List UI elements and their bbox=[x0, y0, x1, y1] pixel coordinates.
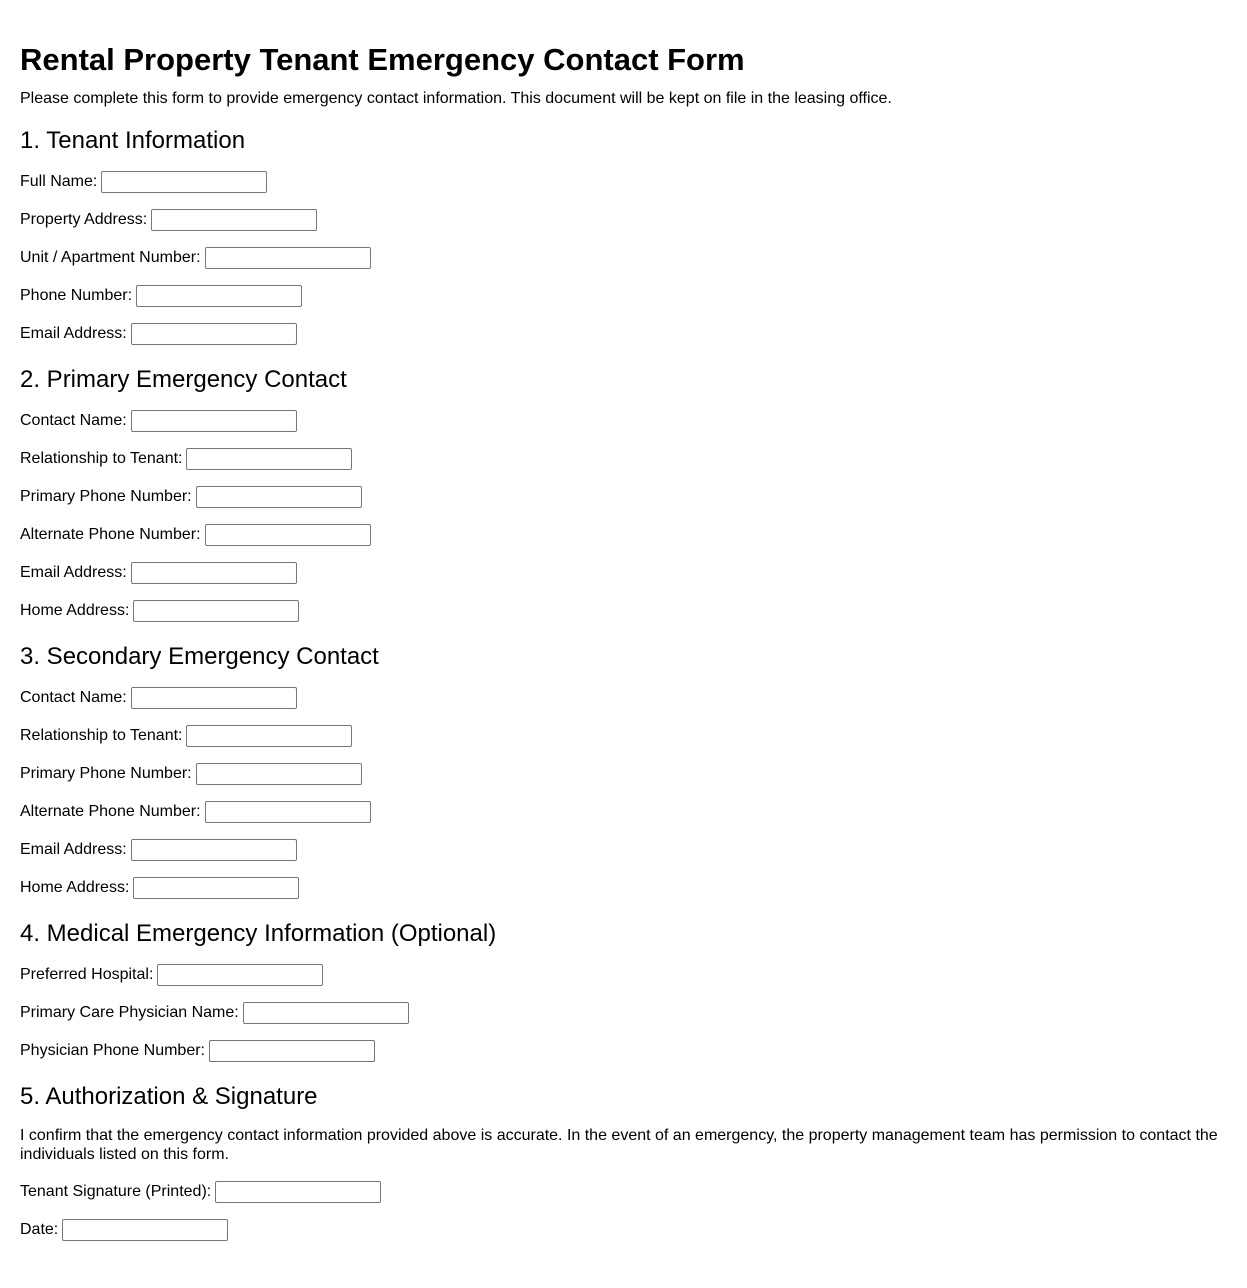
secondary-email-input[interactable] bbox=[131, 839, 297, 861]
field-label: Email Address: bbox=[20, 325, 127, 342]
primary-phone-input[interactable] bbox=[196, 486, 362, 508]
field-primary-alternate-phone bbox=[20, 523, 1227, 547]
field-label: Tenant Signature (Printed): bbox=[20, 1183, 212, 1200]
field-date bbox=[20, 1218, 1227, 1242]
field-secondary-email bbox=[20, 838, 1227, 862]
field-secondary-contact-name bbox=[20, 686, 1227, 710]
section-heading-tenant: 1. Tenant Information bbox=[20, 127, 246, 154]
tenant-unit-number-input[interactable] bbox=[205, 247, 371, 269]
secondary-contact-name-input[interactable] bbox=[131, 687, 297, 709]
field-label: Relationship to Tenant: bbox=[20, 450, 183, 467]
field-label: Alternate Phone Number: bbox=[20, 526, 201, 543]
field-tenant-unit-number bbox=[20, 246, 1227, 270]
primary-email-input[interactable] bbox=[131, 562, 297, 584]
secondary-alternate-phone-input[interactable] bbox=[205, 801, 371, 823]
field-primary-relationship bbox=[20, 447, 1227, 471]
field-primary-email bbox=[20, 561, 1227, 585]
field-label: Primary Phone Number: bbox=[20, 765, 192, 782]
field-primary-contact-name bbox=[20, 409, 1227, 433]
form-intro: Please complete this form to provide emergency contact information. This document will be kept on file in the leasing office. bbox=[20, 90, 892, 107]
field-primary-phone bbox=[20, 485, 1227, 509]
field-tenant-full-name bbox=[20, 170, 1227, 194]
primary-contact-name-input[interactable] bbox=[131, 410, 297, 432]
field-label: Full Name: bbox=[20, 173, 98, 190]
section-heading-medical: 4. Medical Emergency Information (Optional) bbox=[20, 920, 497, 947]
field-label: Physician Phone Number: bbox=[20, 1042, 205, 1059]
physician-name-input[interactable] bbox=[243, 1002, 409, 1024]
field-label: Relationship to Tenant: bbox=[20, 727, 183, 744]
field-tenant-email bbox=[20, 322, 1227, 346]
field-label: Home Address: bbox=[20, 602, 130, 619]
field-label: Primary Phone Number: bbox=[20, 488, 192, 505]
section-heading-primary-contact: 2. Primary Emergency Contact bbox=[20, 366, 347, 393]
secondary-home-address-input[interactable] bbox=[133, 877, 299, 899]
field-label: Property Address: bbox=[20, 211, 148, 228]
field-label: Date: bbox=[20, 1221, 59, 1238]
field-secondary-home-address bbox=[20, 876, 1227, 900]
field-label: Contact Name: bbox=[20, 412, 127, 429]
physician-phone-input[interactable] bbox=[209, 1040, 375, 1062]
field-label: Primary Care Physician Name: bbox=[20, 1004, 239, 1021]
primary-alternate-phone-input[interactable] bbox=[205, 524, 371, 546]
field-physician-name bbox=[20, 1001, 1227, 1025]
section-heading-secondary-contact: 3. Secondary Emergency Contact bbox=[20, 643, 379, 670]
tenant-email-input[interactable] bbox=[131, 323, 297, 345]
primary-relationship-input[interactable] bbox=[186, 448, 352, 470]
field-secondary-alternate-phone bbox=[20, 800, 1227, 824]
field-label: Preferred Hospital: bbox=[20, 966, 154, 983]
secondary-relationship-input[interactable] bbox=[186, 725, 352, 747]
section-heading-authorization: 5. Authorization & Signature bbox=[20, 1083, 318, 1110]
authorization-statement: I confirm that the emergency contact information provided above is accurate. In the event of an emergency, the property management team has permission to contact the individuals listed on this form. bbox=[20, 1127, 1218, 1163]
page-title: Rental Property Tenant Emergency Contact Form bbox=[20, 42, 745, 77]
preferred-hospital-input[interactable] bbox=[157, 964, 323, 986]
field-label: Email Address: bbox=[20, 564, 127, 581]
field-label: Home Address: bbox=[20, 879, 130, 896]
field-label: Phone Number: bbox=[20, 287, 133, 304]
field-label: Alternate Phone Number: bbox=[20, 803, 201, 820]
field-label: Unit / Apartment Number: bbox=[20, 249, 201, 266]
secondary-phone-input[interactable] bbox=[196, 763, 362, 785]
field-physician-phone bbox=[20, 1039, 1227, 1063]
field-tenant-property-address bbox=[20, 208, 1227, 232]
primary-home-address-input[interactable] bbox=[133, 600, 299, 622]
tenant-full-name-input[interactable] bbox=[101, 171, 267, 193]
date-input[interactable] bbox=[62, 1219, 228, 1241]
field-label: Contact Name: bbox=[20, 689, 127, 706]
field-tenant-signature bbox=[20, 1180, 1227, 1204]
field-tenant-phone bbox=[20, 284, 1227, 308]
tenant-signature-input[interactable] bbox=[215, 1181, 381, 1203]
field-secondary-phone bbox=[20, 762, 1227, 786]
tenant-property-address-input[interactable] bbox=[151, 209, 317, 231]
tenant-phone-input[interactable] bbox=[136, 285, 302, 307]
field-preferred-hospital bbox=[20, 963, 1227, 987]
field-label: Email Address: bbox=[20, 841, 127, 858]
field-secondary-relationship bbox=[20, 724, 1227, 748]
field-primary-home-address bbox=[20, 599, 1227, 623]
